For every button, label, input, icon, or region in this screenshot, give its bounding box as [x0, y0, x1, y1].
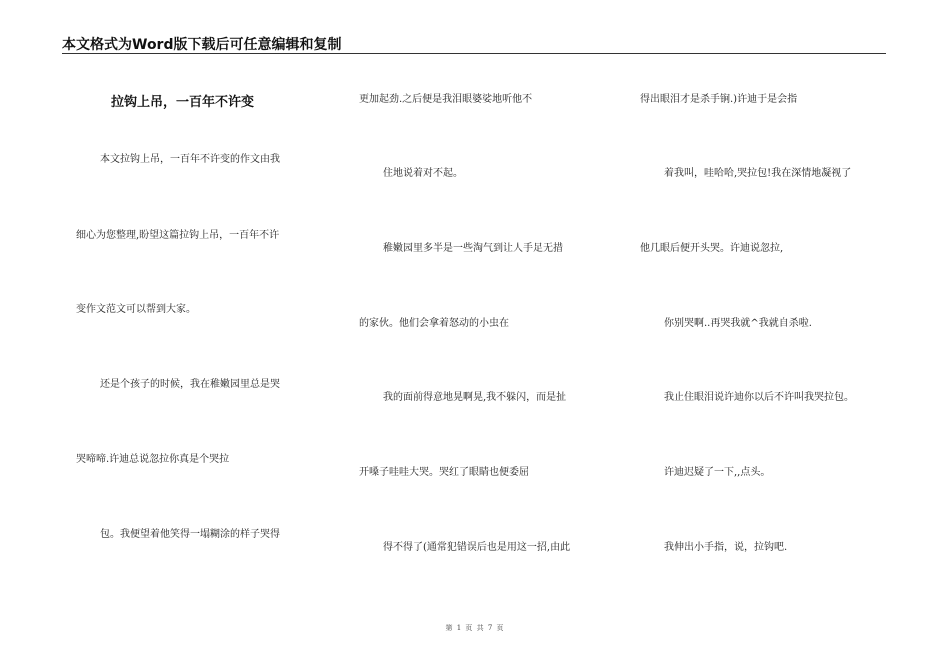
- paragraph-line: 本文拉钩上吊，一百年不许变的作文由我: [100, 154, 280, 165]
- paragraph-line: 我的面前得意地晃啊晃,我不躲闪，而是扯: [383, 392, 567, 403]
- paragraph-line: 许迪迟疑了一下,,点头。: [664, 467, 771, 478]
- paragraph-line: 他几眼后便开头哭。许迪说忽拉,: [640, 243, 784, 254]
- paragraph-line: 细心为您整理,盼望这篇拉钩上吊，一百年不许: [76, 230, 280, 241]
- paragraph-line: 稚嫩园里多半是一些淘气到让人手足无措: [383, 243, 563, 254]
- paragraph-line: 得不得了(通常犯错误后也是用这一招,由此: [383, 542, 571, 553]
- paragraph-line: 我伸出小手指，说，拉钩吧.: [664, 542, 788, 553]
- paragraph-line: 的家伙。他们会拿着怒动的小虫在: [359, 318, 509, 329]
- paragraph-line: 更加起劲.之后便是我泪眼婆娑地听他不: [359, 94, 533, 105]
- page-number-footer: 第 1 页 共 7 页: [445, 624, 505, 632]
- paragraph-line: 得出眼泪才是杀手锏.)许迪于是会指: [640, 94, 798, 105]
- paragraph-line: 还是个孩子的时候，我在稚嫩园里总是哭: [100, 379, 280, 390]
- paragraph-line: 变作文范文可以帮到大家。: [76, 304, 196, 315]
- paragraph-line: 着我叫，哇哈哈,哭拉包!我在深情地凝视了: [664, 168, 852, 179]
- paragraph-line: 我止住眼泪说许迪你以后不许叫我哭拉包。: [664, 392, 854, 403]
- paragraph-line: 你别哭啊..再哭我就^我就自杀啦.: [664, 318, 812, 329]
- document-title: 拉钩上吊，一百年不许变: [111, 95, 255, 110]
- text-column-2: [359, 0, 614, 672]
- text-column-1: [76, 0, 326, 672]
- paragraph-line: 包。我便望着他笑得一塌糊涂的样子哭得: [100, 529, 280, 540]
- paragraph-line: 住地说着对不起。: [383, 168, 463, 179]
- paragraph-line: 哭啼啼.许迪总说忽拉你真是个哭拉: [76, 454, 230, 465]
- document-header-title: 本文格式为Word版下载后可任意编辑和复制: [62, 37, 342, 53]
- paragraph-line: 开嗓子哇哇大哭。哭红了眼睛也便委屈: [359, 467, 529, 478]
- text-column-3: [640, 0, 900, 672]
